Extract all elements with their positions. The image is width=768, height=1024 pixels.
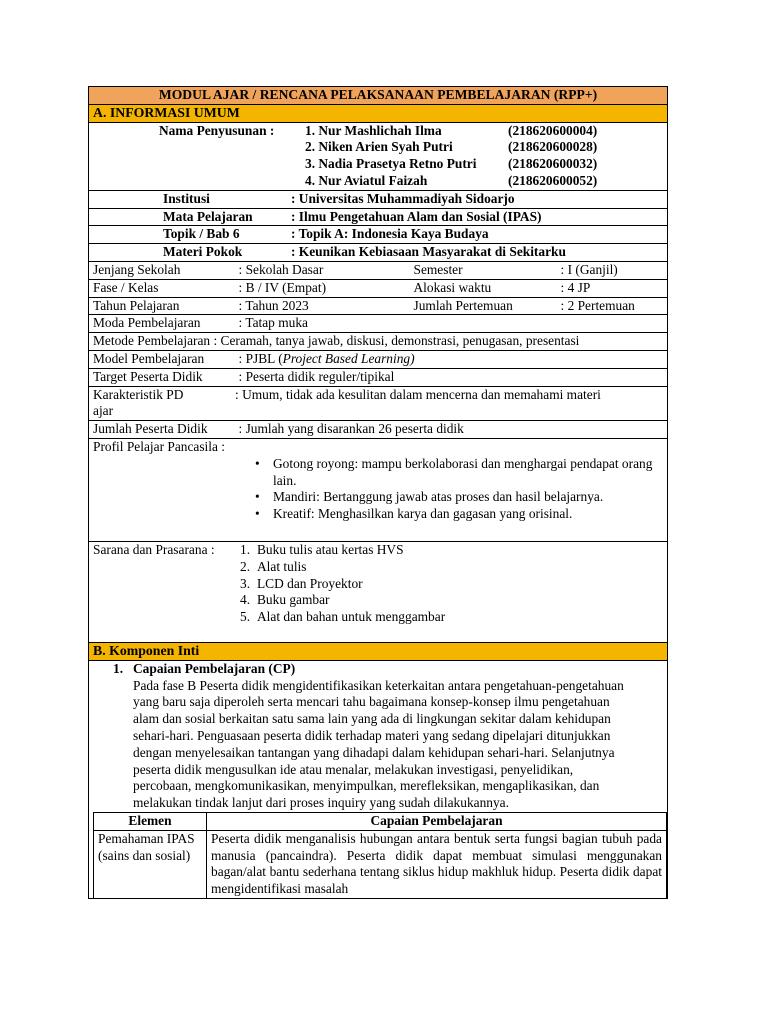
section-b-heading: B. Komponen Inti <box>89 642 668 660</box>
model-value <box>235 350 668 368</box>
penyusun-row <box>159 156 667 173</box>
jumlah-value: : Jumlah yang disarankan 26 peserta didik <box>235 421 668 439</box>
penyusun-row <box>159 139 667 156</box>
penyusun-label: Nama Penyusunan : <box>159 122 275 138</box>
model-italic: Project Based Learning) <box>282 350 415 366</box>
institusi-label: Institusi <box>163 190 210 206</box>
penyusun-nim: (218620600028) <box>508 139 598 155</box>
sarana-item: 2. Alat tulis <box>240 558 307 574</box>
penyusun-name: 1. Nur Mashlichah Ilma <box>305 122 442 138</box>
sarana-block <box>89 541 668 642</box>
materi-label: Materi Pokok <box>163 244 243 260</box>
penyusun-nim: (218620600032) <box>508 156 598 172</box>
cp-heading: Capaian Pembelajaran (CP) <box>133 660 296 676</box>
semester-value: : I (Ganjil) <box>557 261 668 279</box>
cp-col-elemen: Elemen <box>94 812 207 830</box>
profil-label: Profil Pelajar Pancasila : <box>93 438 226 454</box>
identity-block <box>89 122 668 190</box>
cp-col-capaian: Capaian Pembelajaran <box>207 812 667 830</box>
tahun-value: : Tahun 2023 <box>235 297 410 315</box>
sarana-list <box>240 542 445 626</box>
metode-row: Metode Pembelajaran : Ceramah, tanya jawab, diskusi, demonstrasi, penugasan, presentasi <box>89 333 668 351</box>
profil-item: • Kreatif: Menghasilkan karya dan gagasan yang orisinal. <box>251 506 661 523</box>
jumlah-label: Jumlah Peserta Didik <box>89 421 235 439</box>
topik-row <box>89 226 668 244</box>
model-label: Model Pembelajaran <box>89 350 235 368</box>
moda-value: : Tatap muka <box>235 315 668 333</box>
karakter-row <box>89 386 668 421</box>
penyusun-nim: (218620600052) <box>508 172 598 188</box>
cp-number: 1. <box>113 660 124 676</box>
target-label: Target Peserta Didik <box>89 368 235 386</box>
sarana-item: 1. Buku tulis atau kertas HVS <box>240 541 404 557</box>
institusi-value: : Universitas Muhammadiyah Sidoarjo <box>291 190 515 206</box>
lesson-module-document <box>88 86 667 899</box>
sarana-item: 4. Buku gambar <box>240 592 330 608</box>
semester-label: Semester <box>410 261 557 279</box>
penyusun-row <box>159 123 667 140</box>
topik-label: Topik / Bab 6 <box>163 226 240 242</box>
jenjang-label: Jenjang Sekolah <box>89 261 235 279</box>
karakter-value: : Umum, tidak ada kesulitan dalam mencerna dan memahami materi <box>235 386 601 402</box>
profil-item: • Mandiri: Bertanggung jawab atas proses dan hasil belajarnya. <box>251 489 661 506</box>
sarana-item: 5. Alat dan bahan untuk menggambar <box>240 609 446 625</box>
penyusun-row <box>159 173 667 190</box>
materi-row <box>89 244 668 262</box>
tahun-label: Tahun Pelajaran <box>89 297 235 315</box>
module-table <box>88 86 668 899</box>
fase-label: Fase / Kelas <box>89 279 235 297</box>
topik-value: : Topik A: Indonesia Kaya Budaya <box>291 226 489 242</box>
penyusun-name: 4. Nur Aviatul Faizah <box>305 172 428 188</box>
jenjang-value: : Sekolah Dasar <box>235 261 410 279</box>
sarana-item: 3. LCD dan Proyektor <box>240 575 363 591</box>
cp-capaian-cell: Peserta didik menganalisis hubungan antara bentuk serta fungsi bagian tubuh pada manusia (pancaindra). Peserta didik dapat membuat simulasi menggunakan bagan/alat bantu sederhana tentang siklus hidup makhluk hidup. Peserta didik dapat mengidentifikasi masalah <box>207 830 667 898</box>
document-title: MODUL AJAR / RENCANA PELAKSANAAN PEMBELAJARAN (RPP+) <box>89 87 668 105</box>
penyusun-nim: (218620600004) <box>508 122 598 138</box>
cp-table <box>93 812 667 898</box>
penyusun-name: 2. Niken Arien Syah Putri <box>305 139 453 155</box>
profil-block <box>89 438 668 541</box>
pertemuan-label: Jumlah Pertemuan <box>410 297 557 315</box>
profil-item: • Gotong royong: mampu berkolaborasi dan menghargai pendapat orang lain. <box>251 456 661 490</box>
model-prefix: : PJBL ( <box>238 350 283 366</box>
mapel-value: : Ilmu Pengetahuan Alam dan Sosial (IPAS) <box>291 208 542 224</box>
materi-value: : Keunikan Kebiasaan Masyarakat di Sekitarku <box>291 244 566 260</box>
moda-label: Moda Pembelajaran <box>89 315 235 333</box>
cp-elemen-cell: Pemahaman IPAS (sains dan sosial) <box>94 830 207 898</box>
karakter-label: Karakteristik PD <box>93 386 184 402</box>
fase-value: : B / IV (Empat) <box>235 279 410 297</box>
cp-block <box>89 660 668 898</box>
penyusun-name: 3. Nadia Prasetya Retno Putri <box>305 156 477 172</box>
alokasi-label: Alokasi waktu <box>410 279 557 297</box>
institusi-row <box>89 190 668 208</box>
karakter-cont: ajar <box>93 403 114 419</box>
section-a-heading: A. INFORMASI UMUM <box>89 104 668 122</box>
pertemuan-value: : 2 Pertemuan <box>557 297 668 315</box>
sarana-label: Sarana dan Prasarana : <box>93 541 215 557</box>
table-row <box>94 830 667 898</box>
profil-list <box>251 456 661 523</box>
alokasi-value: : 4 JP <box>557 279 668 297</box>
mapel-row <box>89 208 668 226</box>
target-value: : Peserta didik reguler/tipikal <box>235 368 668 386</box>
mapel-label: Mata Pelajaran <box>163 208 253 224</box>
cp-paragraph: Pada fase B Peserta didik mengidentifikasikan keterkaitan antara pengetahuan-pengetahuan yang baru saja diperoleh serta mencari tahu bagaimana konsep-konsep ilmu pengetahuan alam dan sosial berkaitan satu sama lain yang ada di lingkungan sekitar dalam kehidupan sehari-hari. Penguasaan peserta didik terhadap materi yang sedang dipelajari ditunjukkan dengan menyelesaikan tantangan yang dihadapi dalam kehidupan sehari-hari. Selanjutnya peserta didik mengusulkan ide atau menalar, melakukan investigasi, penyelidikan, percobaan, mengkomunikasikan, menyimpulkan, merefleksikan, mengaplikasikan, dan melakukan tindak lanjut dari proses inquiry yang sudah dilakukannya. <box>133 677 624 811</box>
